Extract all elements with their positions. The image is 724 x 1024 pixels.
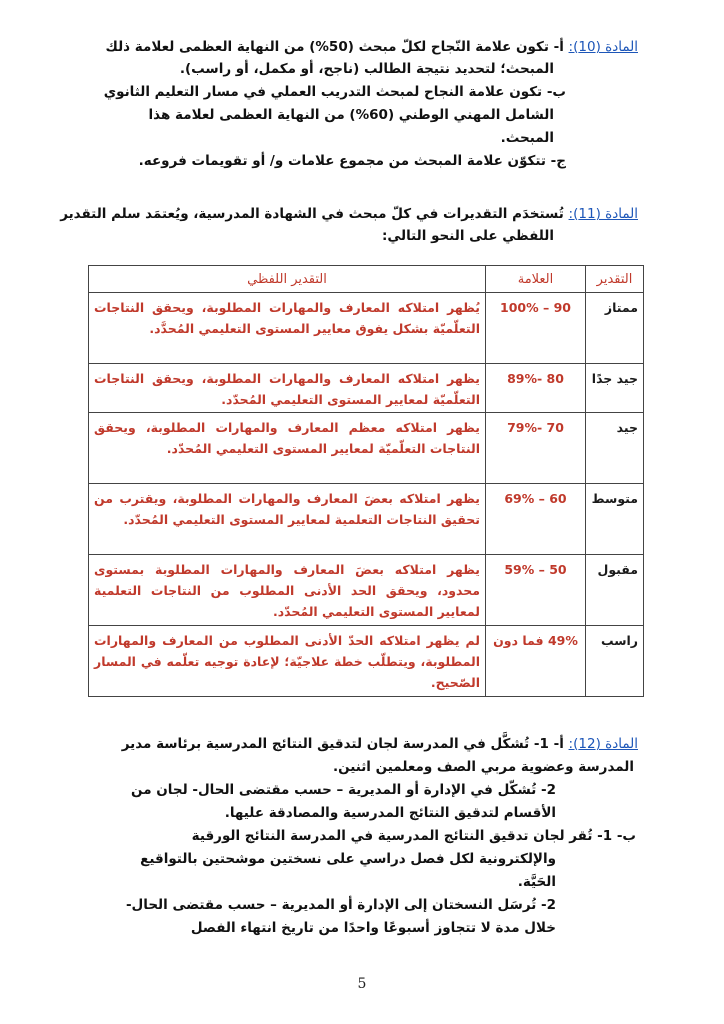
grade-cell: متوسط: [586, 484, 644, 555]
mark-cell: 90 – 100%: [486, 293, 586, 364]
mark-cell: 70 -79%: [486, 413, 586, 484]
article10-b-line-2: الشامل المهني الوطني (60%) من النهاية العظمى لعلامة هذا: [148, 107, 554, 123]
article12-b2-line-2: خلال مدة لا تتجاوز أسبوعًا واحدًا من تاريخ انتهاء الفصل: [190, 920, 556, 936]
mark-cell: 80 -89%: [486, 364, 586, 413]
page-number: 5: [357, 976, 367, 992]
description-cell: يظهر امتلاكه المعارف والمهارات المطلوبة، ويحقق النتاجات التعلّميّة لمعايير المستوى التعليمي المُحدّد.: [89, 364, 486, 413]
mark-cell: 60 – 69%: [486, 484, 586, 555]
article10-label: المادة (10):: [568, 39, 638, 55]
article12-b2-line-1: 2- تُرسَل النسختان إلى الإدارة أو المديرية – حسب مقتضى الحال-: [125, 897, 556, 913]
header-grade: التقدير: [586, 266, 644, 293]
grade-cell: مقبول: [586, 555, 644, 626]
article10-b-line-3: المبحث.: [500, 130, 554, 146]
article11-text-1: تُستخدَم التقديرات في كلّ مبحث في الشهادة المدرسية، ويُعتمَد سلم التقدير: [60, 206, 564, 222]
article10-a-line-1: أ- تكون علامة النّجاح لكلّ مبحث (50%) من النهاية العظمى لعلامة ذلك: [105, 39, 564, 55]
article12-a2-line-1: 2- تُشكّل في الإدارة أو المديرية – حسب مقتضى الحال- لجان من: [131, 782, 556, 798]
table-row: [89, 626, 644, 697]
table-row: [89, 413, 644, 484]
article12-b1-line-1: ب- 1- تُقر لجان تدقيق النتائج المدرسية في المدرسة النتائج الورقية: [191, 828, 636, 844]
article10-c-line-1: ج- تتكوّن علامة المبحث من مجموع علامات و/ أو تقويمات فروعه.: [138, 153, 566, 169]
article12-line-1: [86, 733, 638, 755]
description-cell: يُظهر امتلاكه المعارف والمهارات المطلوبة، ويحقق النتاجات التعلّميّة بشكل يفوق معايير المستوى التعليمي المُحدَّد.: [89, 293, 486, 364]
description-cell: يظهر امتلاكه بعضَ المعارف والمهارات المطلوبة بمستوى محدود، ويحقق الحد الأدنى المطلوب من النتاجات التعلمية لمعايير المستوى التعليمي المُحدّد.: [89, 555, 486, 626]
grade-cell: جيد: [586, 413, 644, 484]
mark-cell: 49% فما دون: [486, 626, 586, 697]
header-description: التقدير اللفظي: [89, 266, 486, 293]
table-row: [89, 293, 644, 364]
mark-cell: 50 – 59%: [486, 555, 586, 626]
table-row: [89, 364, 644, 413]
description-cell: يظهر امتلاكه معظم المعارف والمهارات المطلوبة، ويحقق النتاجات التعلّميّة لمعايير المستوى التعليمي المُحدّد.: [89, 413, 486, 484]
article11-line-1: [60, 203, 638, 225]
table-row: [89, 555, 644, 626]
grading-table: [88, 265, 644, 697]
article10-a-line-2: المبحث؛ لتحديد نتيجة الطالب (ناجح، أو مكمل، أو راسب).: [179, 61, 554, 77]
description-cell: يظهر امتلاكه بعضَ المعارف والمهارات المطلوبة، ويقترب من تحقيق النتاجات التعلمية لمعايير المستوى التعليمي المُحدّد.: [89, 484, 486, 555]
table-row: [89, 484, 644, 555]
article11-line-2: اللفظي على النحو التالي:: [381, 228, 554, 244]
grade-cell: جيد جدًا: [586, 364, 644, 413]
grade-cell: ممتاز: [586, 293, 644, 364]
article12-a2-line-2: الأقسام لتدقيق النتائج المدرسية والمصادقة عليها.: [224, 805, 556, 821]
article10-line-1: [86, 36, 638, 58]
article10-b-line-1: ب- تكون علامة النجاح لمبحث التدريب العملي في مسار التعليم الثانوي: [103, 84, 566, 100]
article12-b1-line-2: والإلكترونية لكل فصل دراسي على نسختين موشحتين بالتواقيع: [140, 851, 556, 867]
description-cell: لم يظهر امتلاكه الحدّ الأدنى المطلوب من المعارف والمهارات المطلوبة، ويتطلّب خطة علاجيّة؛ لإعادة توجيه تعلّمه في المسار الصّحيح.: [89, 626, 486, 697]
header-mark: العلامة: [486, 266, 586, 293]
table-header-row: [89, 266, 644, 293]
article11-label: المادة (11):: [568, 206, 638, 222]
article12-b1-line-3: الحَيَّة.: [517, 874, 556, 890]
grade-cell: راسب: [586, 626, 644, 697]
article12-label: المادة (12):: [568, 736, 638, 752]
article12-a1-line-2: المدرسة وعضوية مربي الصف ومعلمين اثنين.: [332, 759, 634, 775]
article12-a1-line-1: أ- 1- تُشكَّل في المدرسة لجان لتدقيق النتائج المدرسية برئاسة مدير: [121, 736, 564, 752]
